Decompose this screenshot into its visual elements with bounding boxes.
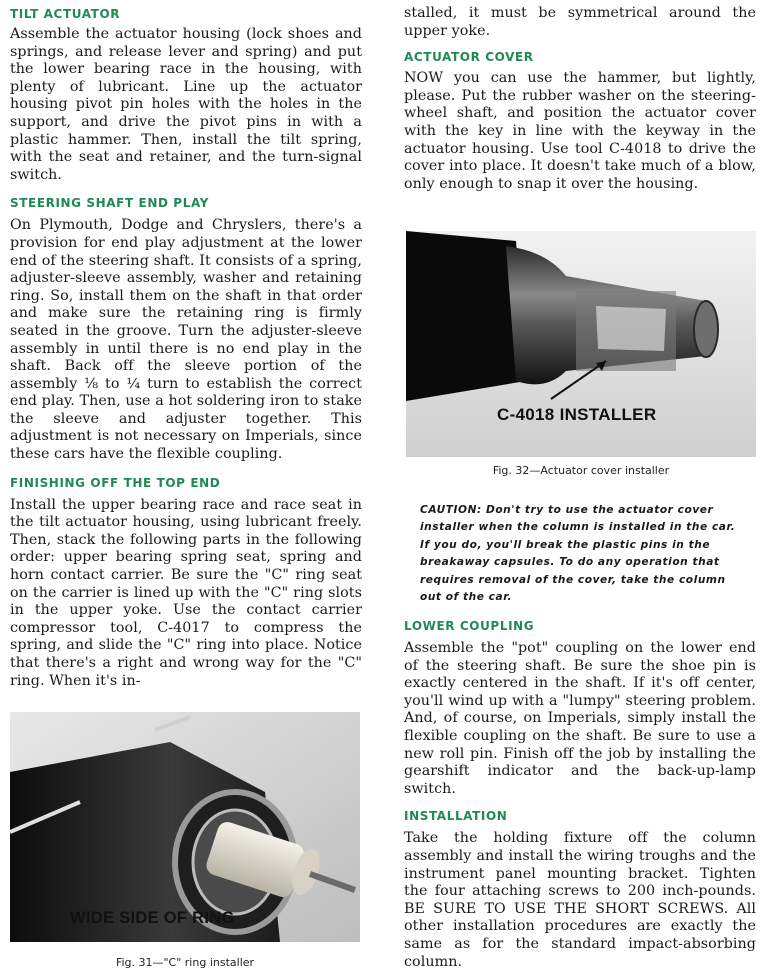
installation-text: Take the holding fixture off the column assembly and install the wiring troughs and the instrument panel mounting bracket. Tighten the four attaching screws to 200 inch-pounds. (404, 830, 756, 900)
fig32-caption: Fig. 32—Actuator cover installer (492, 464, 670, 477)
c-ring-installer-illustration (10, 712, 360, 942)
heading-steering-shaft-end-play: STEERING SHAFT END PLAY (10, 196, 209, 211)
left-column (10, 0, 362, 690)
right-column-lower (404, 618, 756, 971)
fig31-callout: WIDE SIDE OF RING (70, 909, 235, 927)
paragraph-end-play: On Plymouth, Dodge and Chryslers, there's a provision for end play adjustment at the lower end of the steering shaft. It consists of a spring, adjuster-sleeve assembly, washer and retaining ring. So, install them on the shaft in that order and make sure the retaining ring is firmly seated in the groove. Turn the adjuster-sleeve assembly in until there is no end play in the shaft. Back off the sleeve portion of the assembly ⅛ to ¼ turn to establish the correct end play. Then, use a hot soldering iron to stake the sleeve and adjuster together. This adjustment is not necessary on Imperials, since these cars have the flexible coupling. (10, 217, 362, 463)
fig31-caption: Fig. 31—"C" ring installer (115, 956, 255, 969)
paragraph-lower-coupling: Assemble the "pot" coupling on the lower end of the steering shaft. Be sure the shoe pin is exactly centered in the shaft. If it's off center, you'll wind up with a "lumpy" steering problem. And, of course, on Imperials, simply install the flexible coupling on the shaft. Be sure to use a new roll pin. Finish off the job by installing the gearshift indicator and the back-up-lamp switch. (404, 640, 756, 797)
fig31-photo (10, 712, 360, 942)
paragraph-installation (404, 830, 756, 971)
heading-tilt-actuator: TILT ACTUATOR (10, 7, 121, 21)
heading-finishing-top-end: FINISHING OFF THE TOP END (10, 475, 221, 490)
paragraph-continued: stalled, it must be symmetrical around the upper yoke. (404, 5, 756, 39)
heading-lower-coupling: LOWER COUPLING (404, 619, 535, 633)
heading-actuator-cover: ACTUATOR COVER (404, 50, 534, 65)
fig32-callout: C-4018 INSTALLER (497, 405, 657, 424)
paragraph-actuator-cover: NOW you can use the hammer, but lightly, please. Put the rubber washer on the steering-wheel shaft, and position the actuator cover with the key in line with the keyway in the actuator housing. Use tool C-4018 to drive the cover into place. It doesn't take much of a blow, only enough to snap it over the housing. (404, 70, 756, 192)
right-column (404, 0, 756, 193)
caution-note: CAUTION: Don't try to use the actuator cover installer when the column is installed in the car. If you do, you'll break the plastic pins in the breakaway capsules. To do any operation that requires removal of the cover, take the column out of the car. (420, 504, 736, 604)
installation-text-2: All other installation procedures are exactly the same as for the standard impact-absorbing column. (404, 900, 756, 970)
paragraph-tilt-actuator: Assemble the actuator housing (lock shoes and springs, and release lever and spring) and put the lower bearing race in the housing, with plenty of lubricant. Line up the actuator housing pivot pin holes with the holes in the support, and drive the pivot pins in with a plastic hammer. Then, install the tilt spring, with the seat and retainer, and the turn-signal switch. (10, 26, 362, 183)
installation-emphasis: BE SURE TO USE THE SHORT SCREWS. (404, 900, 729, 917)
heading-installation: INSTALLATION (404, 809, 508, 824)
paragraph-top-end: Install the upper bearing race and race seat in the tilt actuator housing, using lubricant freely. Then, stack the following parts in the following order: upper bearing spring seat, spring and horn contact carrier. Be sure the "C" ring seat on the carrier is lined up with the "C" ring slots in the upper yoke. Use the contact carrier compressor tool, C-4017 to compress the spring, and slide the "C" ring into place. Notice that there's a right and wrong way for the "C" ring. When it's in- (10, 496, 362, 689)
